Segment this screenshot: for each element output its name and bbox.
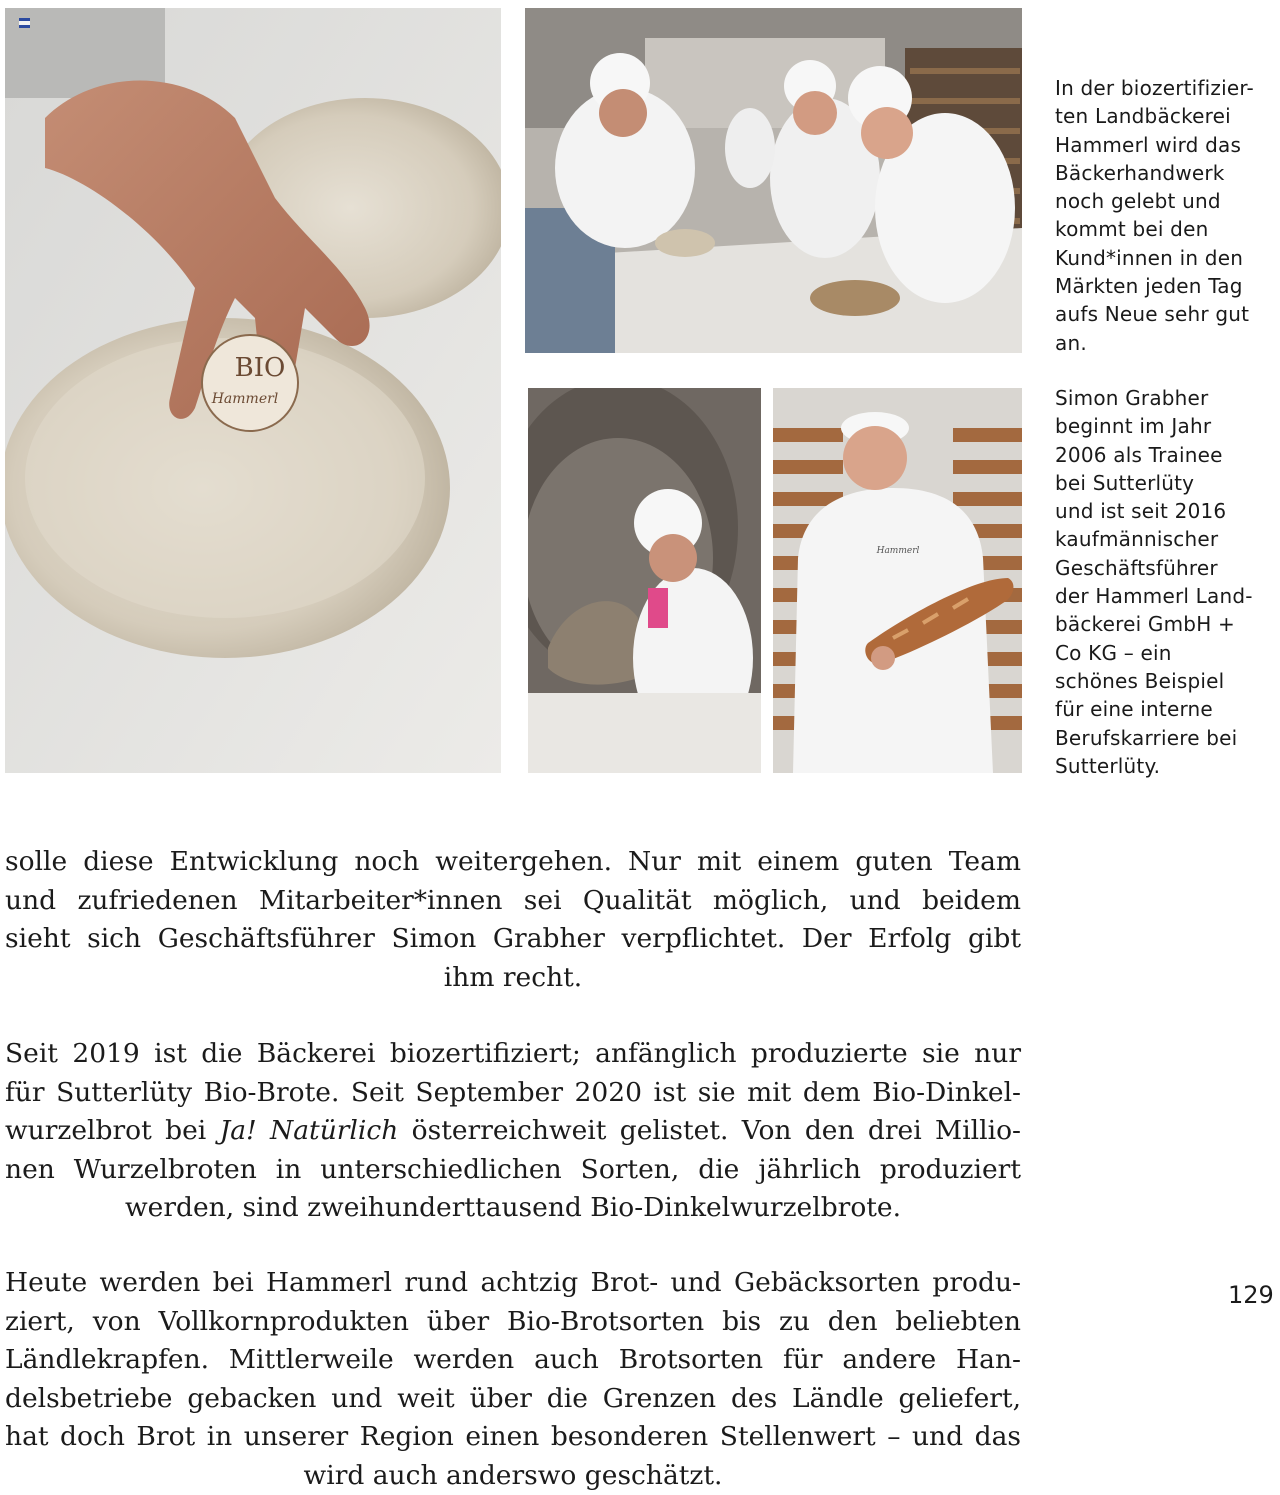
caption-line: an. xyxy=(1055,329,1277,357)
text-fragment: wurzelbrot bei xyxy=(5,1115,220,1146)
caption-line: der Hammerl Land- xyxy=(1055,582,1277,610)
caption-line: aufs Neue sehr gut xyxy=(1055,300,1277,328)
grabher-photo xyxy=(773,388,1022,773)
text-line: solle diese Entwicklung noch weitergehen. Nur mit einem guten Team xyxy=(5,843,1021,882)
text-line xyxy=(5,1112,1021,1151)
caption-line: bei Sutterlüty xyxy=(1055,469,1277,497)
caption-line: für eine interne xyxy=(1055,695,1277,723)
text-line: und zufriedenen Mitarbeiter*innen sei Qualität möglich, und beidem xyxy=(5,882,1021,921)
body-paragraph-3 xyxy=(5,1264,1021,1495)
text-line: werden, sind zweihunderttausend Bio-Dinkelwurzelbrote. xyxy=(5,1189,1021,1228)
caption-line: Simon Grabher xyxy=(1055,384,1277,412)
caption-line: In der biozertifizier- xyxy=(1055,74,1277,102)
brand-name: Ja! Natürlich xyxy=(220,1115,399,1146)
caption-line: bäckerei GmbH + xyxy=(1055,610,1277,638)
caption-line: ten Landbäckerei xyxy=(1055,102,1277,130)
text-line: nen Wurzelbroten in unterschiedlichen Sorten, die jährlich produziert xyxy=(5,1151,1021,1190)
text-fragment: österreichweit gelistet. Von den drei Millio- xyxy=(398,1115,1021,1146)
caption-line: 2006 als Trainee xyxy=(1055,441,1277,469)
caption-line: Geschäftsführer xyxy=(1055,554,1277,582)
page-number: 129 xyxy=(1228,1281,1274,1309)
body-paragraph-2 xyxy=(5,1035,1021,1228)
photo-caption-grabher xyxy=(1055,384,1277,780)
caption-line: Bäckerhandwerk xyxy=(1055,159,1277,187)
text-line: wird auch anderswo geschätzt. xyxy=(5,1457,1021,1495)
text-line: Seit 2019 ist die Bäckerei biozertifiziert; anfänglich produzierte sie nur xyxy=(5,1035,1021,1074)
body-paragraph-1 xyxy=(5,843,1021,997)
text-line: Ländlekrapfen. Mittlerweile werden auch Brotsorten für andere Han- xyxy=(5,1341,1021,1380)
caption-line: Co KG – ein xyxy=(1055,639,1277,667)
caption-line: kaufmännischer xyxy=(1055,525,1277,553)
caption-line: noch gelebt und xyxy=(1055,187,1277,215)
caption-line: Berufskarriere bei xyxy=(1055,724,1277,752)
caption-line: Kund*innen in den xyxy=(1055,244,1277,272)
caption-line: schönes Beispiel xyxy=(1055,667,1277,695)
caption-line: Märkten jeden Tag xyxy=(1055,272,1277,300)
text-line: hat doch Brot in unserer Region einen besonderen Stellenwert – und das xyxy=(5,1418,1021,1457)
text-line: sieht sich Geschäftsführer Simon Grabher verpflichtet. Der Erfolg gibt xyxy=(5,920,1021,959)
photo-caption-bakery xyxy=(1055,74,1277,357)
dough-photo xyxy=(5,8,501,773)
text-line: für Sutterlüty Bio-Brote. Seit September 2020 ist sie mit dem Bio-Dinkel- xyxy=(5,1074,1021,1113)
caption-line: beginnt im Jahr xyxy=(1055,412,1277,440)
bakers-photo xyxy=(525,8,1022,353)
bio-badge-brand: Hammerl xyxy=(211,391,279,407)
text-line: ziert, von Vollkornprodukten über Bio-Brotsorten bis zu den beliebten xyxy=(5,1303,1021,1342)
coat-logo: Hammerl xyxy=(876,546,920,556)
mixer-photo xyxy=(528,388,761,773)
bio-badge-text: BIO xyxy=(235,353,286,383)
caption-line: kommt bei den xyxy=(1055,215,1277,243)
text-line: delsbetriebe gebacken und weit über die Grenzen des Ländle geliefert, xyxy=(5,1380,1021,1419)
caption-line: Sutterlüty. xyxy=(1055,752,1277,780)
caption-line: Hammerl wird das xyxy=(1055,131,1277,159)
text-line: Heute werden bei Hammerl rund achtzig Brot- und Gebäcksorten produ- xyxy=(5,1264,1021,1303)
flag-icon xyxy=(19,18,30,28)
text-line: ihm recht. xyxy=(5,959,1021,998)
caption-line: und ist seit 2016 xyxy=(1055,497,1277,525)
